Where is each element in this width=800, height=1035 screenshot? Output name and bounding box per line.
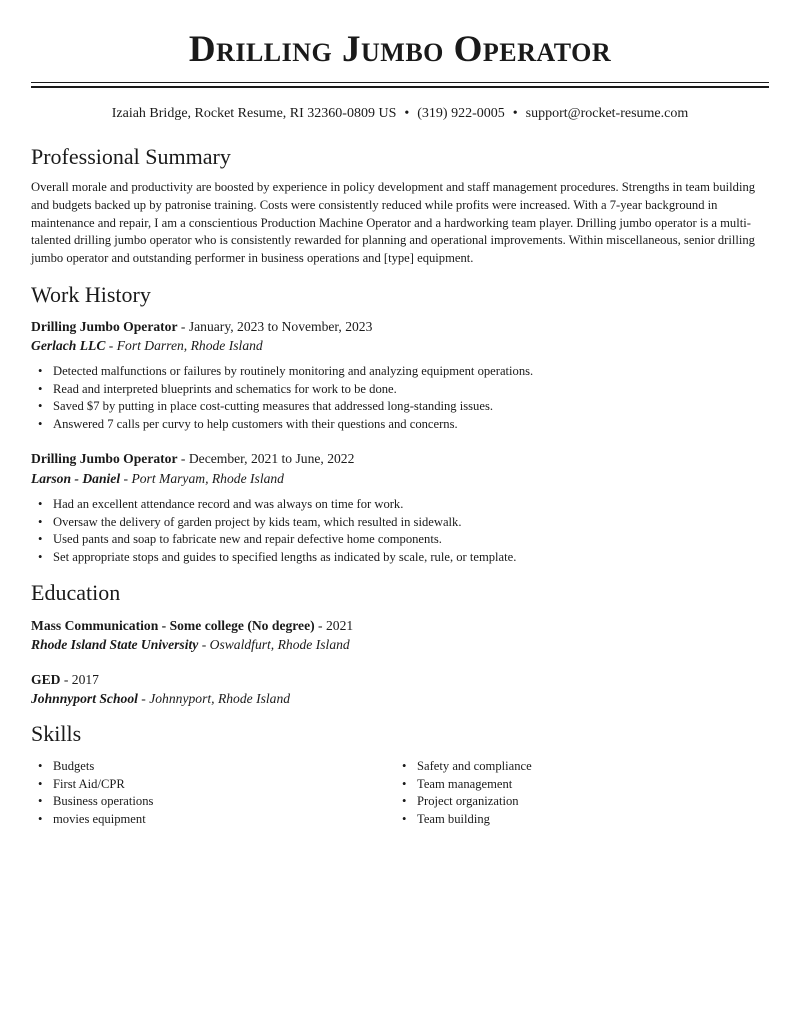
education-degree-line [31,617,353,635]
school-location: - Oswaldfurt, Rhode Island [198,637,350,652]
resume-page [31,0,769,826]
title-divider-thick [31,86,769,88]
job-dates: - January, 2023 to November, 2023 [177,319,373,334]
degree-name: Mass Communication - Some college (No degree) [31,618,315,633]
job-employer [31,337,263,355]
list-item: • Used pants and soap to fabricate new and repair defective home components. [53,531,516,549]
school-location: - Johnnyport, Rhode Island [137,691,291,706]
company-location: - Port Maryam, Rhode Island [120,471,284,486]
contact-separator: • [404,106,410,121]
list-item: • Read and interpreted blueprints and schematics for work to be done. [53,381,533,399]
list-item: • Detected malfunctions or failures by routinely monitoring and analyzing equipment operations. [53,363,533,381]
contact-phone: (319) 922-0005 [417,106,505,121]
skill-item: • Team building [417,811,757,829]
company-location: - Fort Darren, Rhode Island [105,338,263,353]
education-heading: Education [31,580,121,605]
skill-item: • Team management [417,776,757,794]
contact-line [31,105,769,123]
job-title: Drilling Jumbo Operator [31,451,178,466]
degree-year: - 2021 [314,618,354,633]
list-item: • Had an excellent attendance record and was always on time for work. [53,496,516,514]
job-employer [31,470,284,488]
skill-item: • Business operations [53,793,393,811]
education-school-line [31,636,350,654]
job-header [31,450,354,468]
company-name: Gerlach LLC [31,338,106,353]
list-item: • Oversaw the delivery of garden project by kids team, which resulted in sidewalk. [53,514,516,532]
job-duties-list [31,363,533,433]
job-header [31,318,372,336]
degree-name: GED [31,672,61,687]
contact-email[interactable]: support@rocket-resume.com [525,106,689,121]
skills-heading: Skills [31,721,82,746]
skill-item: • Safety and compliance [417,758,757,776]
summary-text: Overall morale and productivity are boosted by experience in policy development and staff management procedures. Strengths in team building and budgets backed up by patronise training. Costs were consistently reduced while profits were increased. With a 7-year background in maintenance and repair, I am a conscientious Production Machine Operator and a hardworking team player. Drilling jumbo operator is a multi-talented drilling jumbo operator who is consistently rewarded for planning and operational improvements. Within miscellaneous, senior drilling jumbo operator and outstanding performer in business operations and [type] equipment. [31,180,756,266]
degree-year: - 2017 [60,672,99,687]
resume-title: Drilling Jumbo Operator [188,29,612,70]
education-degree-line [31,671,99,689]
contact-address: Izaiah Bridge, Rocket Resume, RI 32360-0809 US [111,106,397,121]
job-dates: - December, 2021 to June, 2022 [177,451,355,466]
skills-list-left [31,758,393,828]
school-name: Rhode Island State University [31,637,199,652]
summary-heading: Professional Summary [31,144,231,169]
skill-item: • First Aid/CPR [53,776,393,794]
list-item: • Answered 7 calls per curvy to help customers with their questions and concerns. [53,416,533,434]
skills-list-right [395,758,757,828]
list-item: • Saved $7 by putting in place cost-cutting measures that addressed long-standing issues. [53,398,533,416]
school-name: Johnnyport School [31,691,138,706]
education-school-line [31,690,290,708]
list-item: • Set appropriate stops and guides to specified lengths as indicated by scale, rule, or template. [53,549,516,567]
title-divider-thin [31,82,769,83]
contact-separator: • [512,106,518,121]
skill-item: • Project organization [417,793,757,811]
job-duties-list [31,496,516,566]
company-name: Larson - Daniel [31,471,121,486]
skill-item: • Budgets [53,758,393,776]
job-title: Drilling Jumbo Operator [31,319,178,334]
work-history-heading: Work History [31,282,151,307]
skill-item: • movies equipment [53,811,393,829]
